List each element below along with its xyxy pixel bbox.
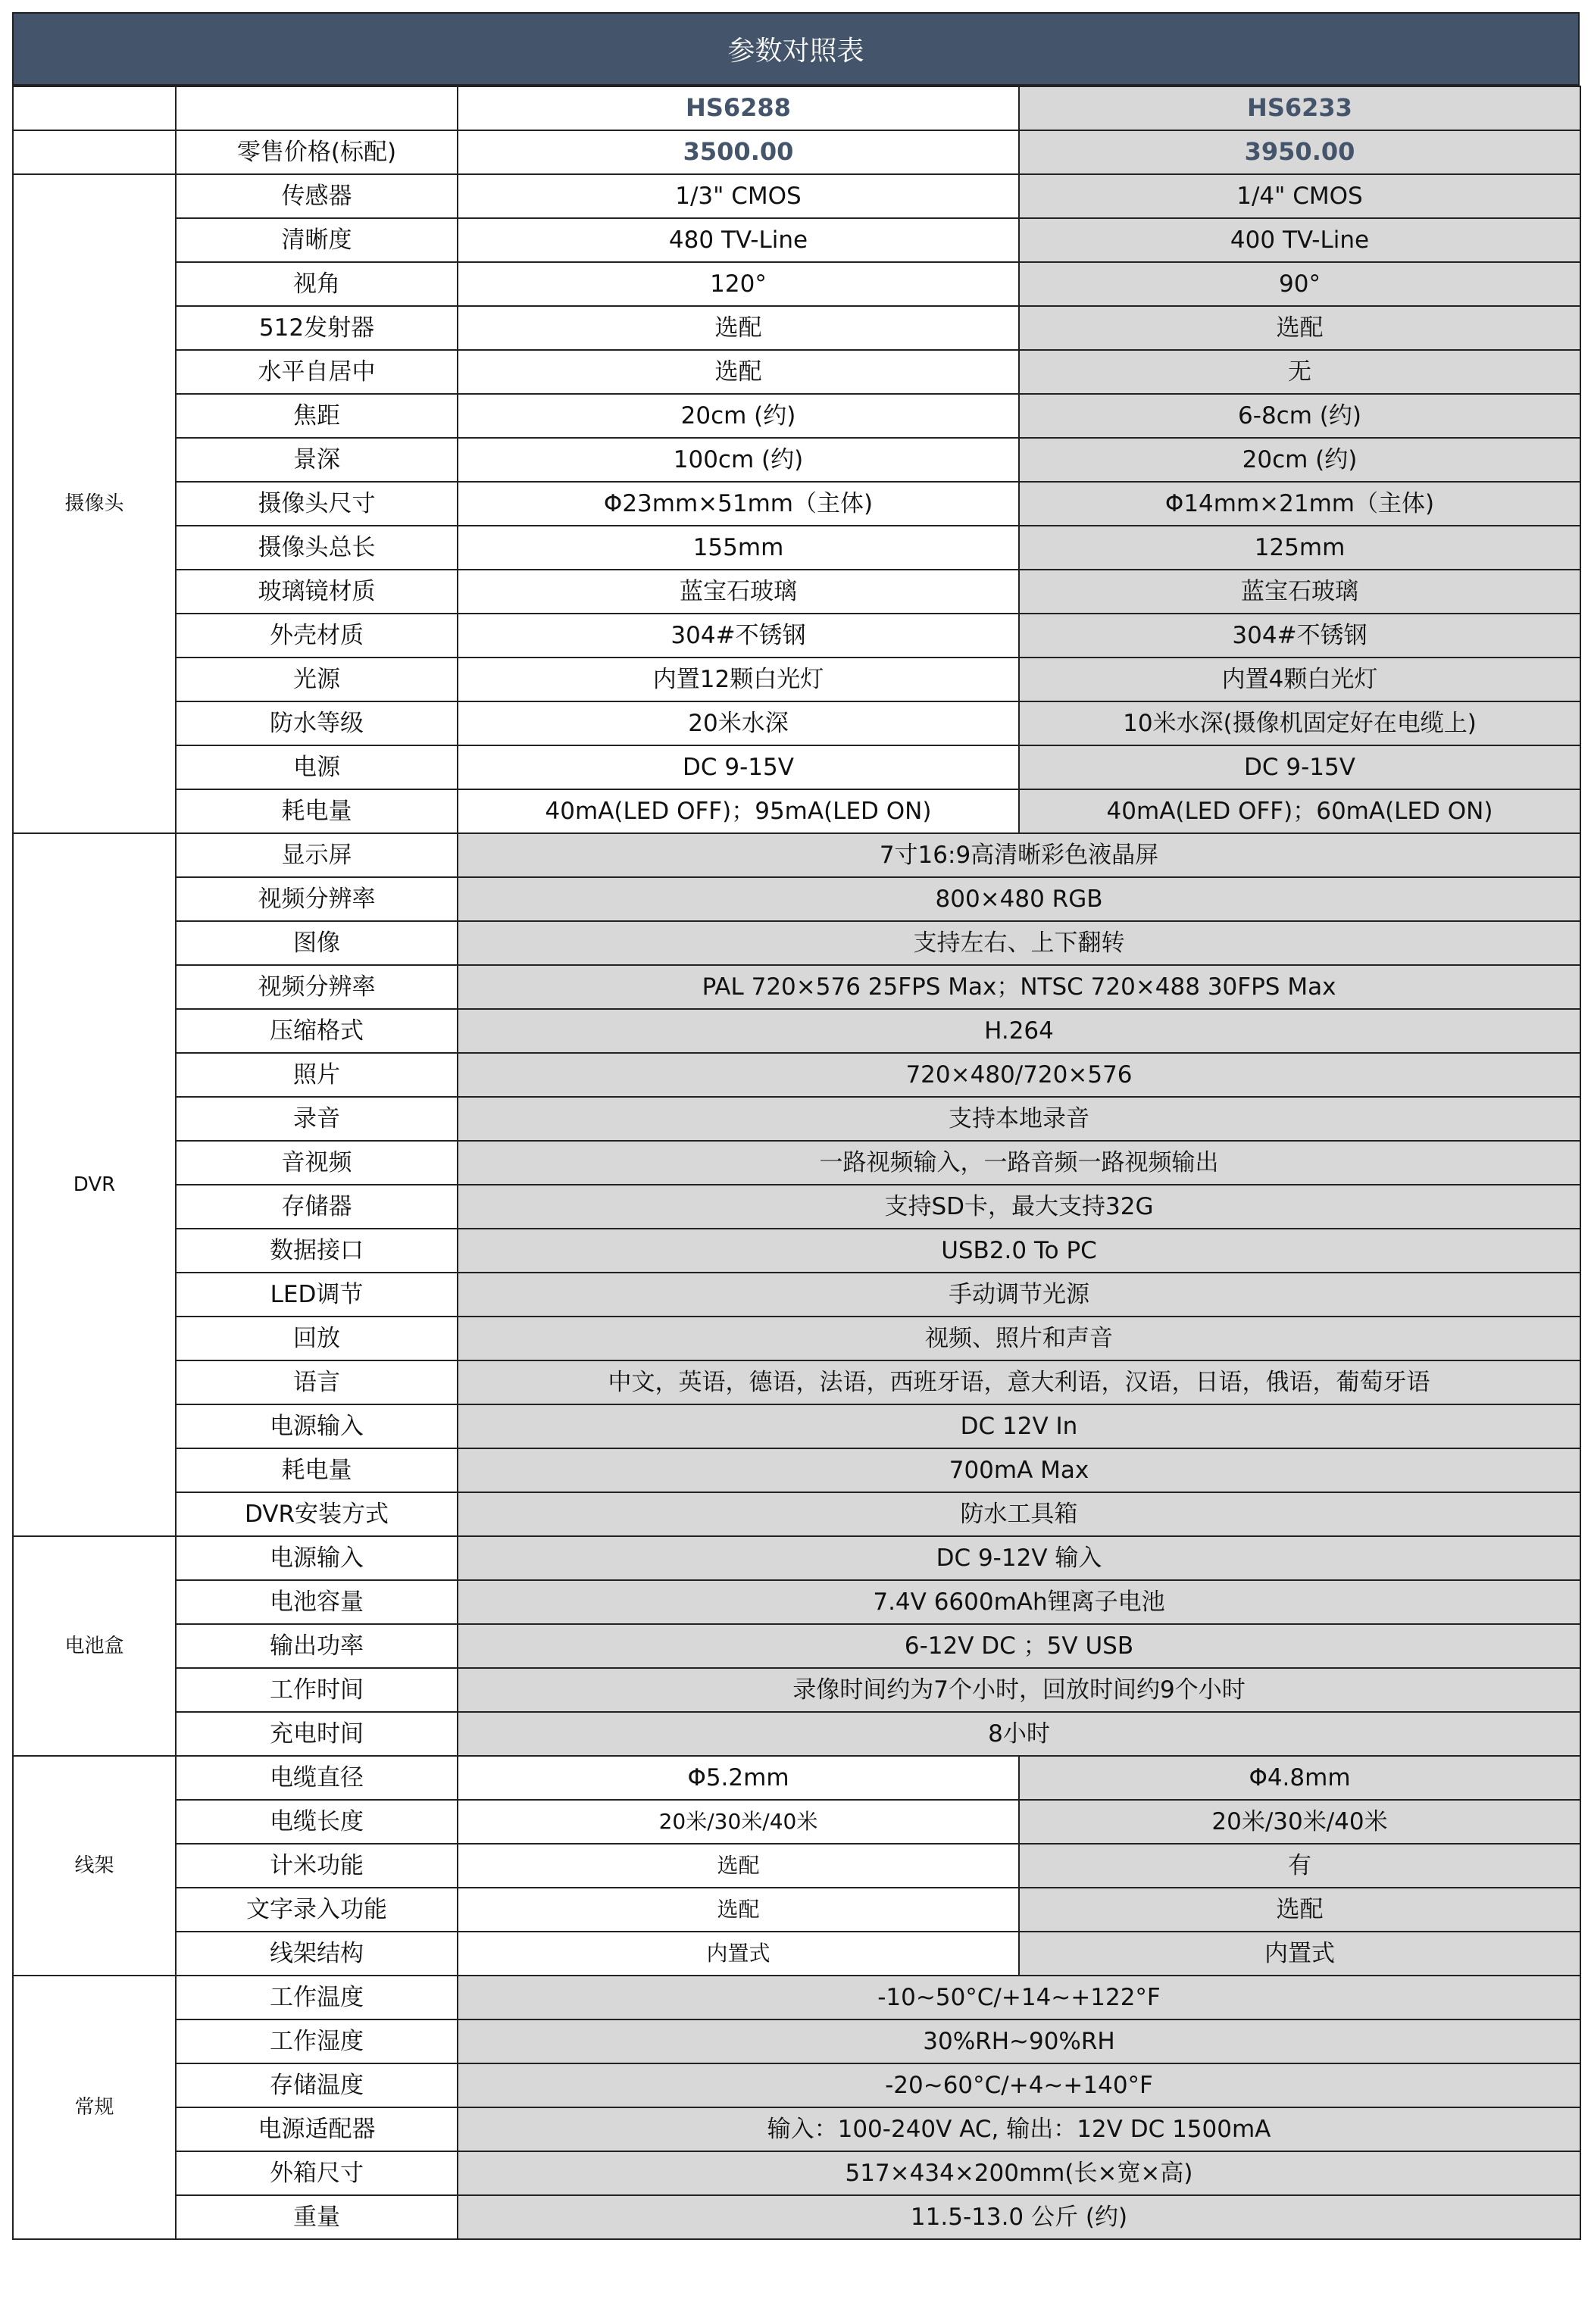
spec-label: 充电时间 <box>176 1712 458 1756</box>
empty-cell <box>13 86 176 130</box>
spec-label: 输出功率 <box>176 1624 458 1668</box>
spec-value-shared: -10~50°C/+14~+122°F <box>458 1976 1580 2019</box>
spec-label: 电源输入 <box>176 1536 458 1580</box>
section-category: 摄像头 <box>13 174 176 833</box>
spec-value-shared: 800×480 RGB <box>458 877 1580 921</box>
spec-label: 语言 <box>176 1360 458 1404</box>
spec-value-shared: H.264 <box>458 1009 1580 1053</box>
spec-label: 存储器 <box>176 1185 458 1229</box>
spec-value-hs6288: 20米水深 <box>458 701 1019 745</box>
section-category: 常规 <box>13 1976 176 2239</box>
spec-value-hs6233: 20cm (约) <box>1019 438 1580 482</box>
table-row <box>13 921 1580 965</box>
model-name-hs6288: HS6288 <box>458 86 1019 130</box>
table-row <box>13 2107 1580 2151</box>
price-value: 3500.00 <box>458 130 1019 174</box>
table-row <box>13 2151 1580 2195</box>
price-value: 3950.00 <box>1019 130 1580 174</box>
spec-label: 文字录入功能 <box>176 1888 458 1932</box>
spec-value-hs6233: 选配 <box>1019 306 1580 350</box>
model-name-hs6233: HS6233 <box>1019 86 1580 130</box>
spec-value-shared: PAL 720×576 25FPS Max；NTSC 720×488 30FPS Max <box>458 965 1580 1009</box>
table-row <box>13 1053 1580 1097</box>
spec-value-hs6233: 40mA(LED OFF)；60mA(LED ON) <box>1019 789 1580 833</box>
spec-label: 景深 <box>176 438 458 482</box>
spec-value-shared: 支持左右、上下翻转 <box>458 921 1580 965</box>
spec-label: 电源输入 <box>176 1404 458 1448</box>
spec-value-hs6288: 304#不锈钢 <box>458 614 1019 658</box>
spec-value-hs6288: 选配 <box>458 306 1019 350</box>
spec-label: 视频分辨率 <box>176 965 458 1009</box>
table-row <box>13 262 1580 306</box>
spec-value-shared: -20~60°C/+4~+140°F <box>458 2063 1580 2107</box>
spec-label: 视频分辨率 <box>176 877 458 921</box>
table-row <box>13 1976 1580 2019</box>
spec-value-hs6233: 蓝宝石玻璃 <box>1019 570 1580 614</box>
spec-table-body <box>13 86 1580 2239</box>
spec-label: 音视频 <box>176 1141 458 1185</box>
spec-value-hs6288: Φ5.2mm <box>458 1756 1019 1800</box>
spec-value-hs6288: 选配 <box>458 1844 1019 1888</box>
table-row <box>13 1097 1580 1141</box>
spec-value-shared: 7.4V 6600mAh锂离子电池 <box>458 1580 1580 1624</box>
table-row <box>13 833 1580 877</box>
spec-value-hs6233: 内置式 <box>1019 1932 1580 1976</box>
spec-value-hs6288: 480 TV-Line <box>458 218 1019 262</box>
spec-value-shared: 8小时 <box>458 1712 1580 1756</box>
spec-label: 防水等级 <box>176 701 458 745</box>
spec-value-hs6233: 内置4颗白光灯 <box>1019 658 1580 701</box>
spec-label: 电池容量 <box>176 1580 458 1624</box>
table-row <box>13 1448 1580 1492</box>
spec-sheet <box>12 12 1580 2240</box>
table-row <box>13 394 1580 438</box>
spec-label: 重量 <box>176 2195 458 2239</box>
spec-value-shared: 30%RH~90%RH <box>458 2019 1580 2063</box>
table-row <box>13 438 1580 482</box>
spec-label: 存储温度 <box>176 2063 458 2107</box>
spec-value-shared: 700mA Max <box>458 1448 1580 1492</box>
spec-label: 视角 <box>176 262 458 306</box>
spec-value-hs6288: 120° <box>458 262 1019 306</box>
spec-label: 电源适配器 <box>176 2107 458 2151</box>
table-row <box>13 1712 1580 1756</box>
spec-label: 计米功能 <box>176 1844 458 1888</box>
table-row <box>13 1229 1580 1273</box>
spec-value-hs6288: 蓝宝石玻璃 <box>458 570 1019 614</box>
spec-value-hs6288: DC 9-15V <box>458 745 1019 789</box>
spec-value-hs6288: 20米/30米/40米 <box>458 1800 1019 1844</box>
spec-label: 玻璃镜材质 <box>176 570 458 614</box>
spec-label: 512发射器 <box>176 306 458 350</box>
spec-value-hs6233: 125mm <box>1019 526 1580 570</box>
spec-value-shared: DC 12V In <box>458 1404 1580 1448</box>
table-row <box>13 965 1580 1009</box>
section-category: 电池盒 <box>13 1536 176 1756</box>
spec-value-hs6233: 20米/30米/40米 <box>1019 1800 1580 1844</box>
table-row <box>13 789 1580 833</box>
spec-label: 焦距 <box>176 394 458 438</box>
table-row <box>13 1009 1580 1053</box>
spec-label: 电缆直径 <box>176 1756 458 1800</box>
spec-value-shared: 录像时间约为7个小时，回放时间约9个小时 <box>458 1668 1580 1712</box>
empty-cell <box>13 130 176 174</box>
table-row <box>13 350 1580 394</box>
spec-value-hs6233: 有 <box>1019 1844 1580 1888</box>
spec-label: 耗电量 <box>176 789 458 833</box>
spec-value-hs6233: 6-8cm (约) <box>1019 394 1580 438</box>
spec-label: 录音 <box>176 1097 458 1141</box>
table-row <box>13 658 1580 701</box>
spec-label: DVR安装方式 <box>176 1492 458 1536</box>
table-row <box>13 1273 1580 1317</box>
spec-value-hs6233: 无 <box>1019 350 1580 394</box>
spec-value-shared: 一路视频输入，一路音频一路视频输出 <box>458 1141 1580 1185</box>
spec-label: 显示屏 <box>176 833 458 877</box>
table-row <box>13 526 1580 570</box>
spec-label: 摄像头尺寸 <box>176 482 458 526</box>
table-row <box>13 2063 1580 2107</box>
section-category: DVR <box>13 833 176 1536</box>
table-row <box>13 1932 1580 1976</box>
table-row <box>13 1580 1580 1624</box>
table-row <box>13 1756 1580 1800</box>
table-row <box>13 1624 1580 1668</box>
table-row <box>13 570 1580 614</box>
spec-value-hs6288: 100cm (约) <box>458 438 1019 482</box>
spec-value-hs6233: 400 TV-Line <box>1019 218 1580 262</box>
spec-value-hs6288: 40mA(LED OFF)；95mA(LED ON) <box>458 789 1019 833</box>
spec-value-shared: DC 9-12V 输入 <box>458 1536 1580 1580</box>
spec-value-hs6233: Φ4.8mm <box>1019 1756 1580 1800</box>
spec-label: 电源 <box>176 745 458 789</box>
spec-value-shared: 517×434×200mm(长×宽×高) <box>458 2151 1580 2195</box>
spec-label: 外箱尺寸 <box>176 2151 458 2195</box>
price-label: 零售价格(标配) <box>176 130 458 174</box>
spec-value-hs6233: 1/4" CMOS <box>1019 174 1580 218</box>
table-row <box>13 701 1580 745</box>
table-row <box>13 745 1580 789</box>
spec-value-hs6288: 1/3" CMOS <box>458 174 1019 218</box>
table-row <box>13 1844 1580 1888</box>
spec-value-hs6233: 304#不锈钢 <box>1019 614 1580 658</box>
spec-value-shared: 支持SD卡，最大支持32G <box>458 1185 1580 1229</box>
table-title: 参数对照表 <box>12 12 1580 86</box>
table-row <box>13 306 1580 350</box>
spec-table <box>12 86 1581 2240</box>
spec-label: LED调节 <box>176 1273 458 1317</box>
table-row <box>13 1185 1580 1229</box>
table-row <box>13 1888 1580 1932</box>
spec-label: 外壳材质 <box>176 614 458 658</box>
table-row <box>13 1404 1580 1448</box>
spec-value-hs6233: Φ14mm×21mm（主体) <box>1019 482 1580 526</box>
empty-cell <box>176 86 458 130</box>
spec-value-hs6288: Φ23mm×51mm（主体) <box>458 482 1019 526</box>
spec-label: 电缆长度 <box>176 1800 458 1844</box>
spec-label: 照片 <box>176 1053 458 1097</box>
table-row <box>13 1800 1580 1844</box>
table-row <box>13 1668 1580 1712</box>
spec-label: 工作湿度 <box>176 2019 458 2063</box>
spec-value-hs6288: 选配 <box>458 350 1019 394</box>
table-row <box>13 2019 1580 2063</box>
spec-label: 耗电量 <box>176 1448 458 1492</box>
spec-label: 水平自居中 <box>176 350 458 394</box>
table-row <box>13 482 1580 526</box>
spec-value-hs6233: 选配 <box>1019 1888 1580 1932</box>
spec-value-shared: 防水工具箱 <box>458 1492 1580 1536</box>
table-row <box>13 174 1580 218</box>
table-row <box>13 1141 1580 1185</box>
price-row <box>13 130 1580 174</box>
table-row <box>13 2195 1580 2239</box>
spec-label: 图像 <box>176 921 458 965</box>
spec-label: 回放 <box>176 1317 458 1360</box>
section-category: 线架 <box>13 1756 176 1976</box>
spec-value-shared: 6-12V DC ；5V USB <box>458 1624 1580 1668</box>
table-row <box>13 1536 1580 1580</box>
spec-value-hs6288: 内置式 <box>458 1932 1019 1976</box>
spec-label: 工作温度 <box>176 1976 458 2019</box>
spec-value-hs6233: 10米水深(摄像机固定好在电缆上) <box>1019 701 1580 745</box>
table-row <box>13 1492 1580 1536</box>
spec-value-hs6288: 选配 <box>458 1888 1019 1932</box>
table-row <box>13 877 1580 921</box>
spec-value-shared: 输入：100-240V AC, 输出：12V DC 1500mA <box>458 2107 1580 2151</box>
spec-value-hs6233: 90° <box>1019 262 1580 306</box>
spec-label: 数据接口 <box>176 1229 458 1273</box>
spec-label: 线架结构 <box>176 1932 458 1976</box>
table-row <box>13 614 1580 658</box>
spec-label: 摄像头总长 <box>176 526 458 570</box>
spec-value-shared: 支持本地录音 <box>458 1097 1580 1141</box>
spec-label: 光源 <box>176 658 458 701</box>
spec-value-hs6288: 155mm <box>458 526 1019 570</box>
model-header-row <box>13 86 1580 130</box>
spec-label: 压缩格式 <box>176 1009 458 1053</box>
table-row <box>13 1317 1580 1360</box>
spec-value-shared: 11.5-13.0 公斤 (约) <box>458 2195 1580 2239</box>
spec-value-shared: 中文，英语，德语，法语，西班牙语，意大利语，汉语，日语，俄语，葡萄牙语 <box>458 1360 1580 1404</box>
spec-value-shared: 手动调节光源 <box>458 1273 1580 1317</box>
spec-value-hs6288: 20cm (约) <box>458 394 1019 438</box>
spec-label: 工作时间 <box>176 1668 458 1712</box>
spec-value-hs6288: 内置12颗白光灯 <box>458 658 1019 701</box>
spec-value-shared: 720×480/720×576 <box>458 1053 1580 1097</box>
table-row <box>13 1360 1580 1404</box>
spec-value-shared: 视频、照片和声音 <box>458 1317 1580 1360</box>
spec-value-hs6233: DC 9-15V <box>1019 745 1580 789</box>
spec-value-shared: 7寸16:9高清晰彩色液晶屏 <box>458 833 1580 877</box>
spec-label: 清晰度 <box>176 218 458 262</box>
table-row <box>13 218 1580 262</box>
spec-label: 传感器 <box>176 174 458 218</box>
spec-value-shared: USB2.0 To PC <box>458 1229 1580 1273</box>
